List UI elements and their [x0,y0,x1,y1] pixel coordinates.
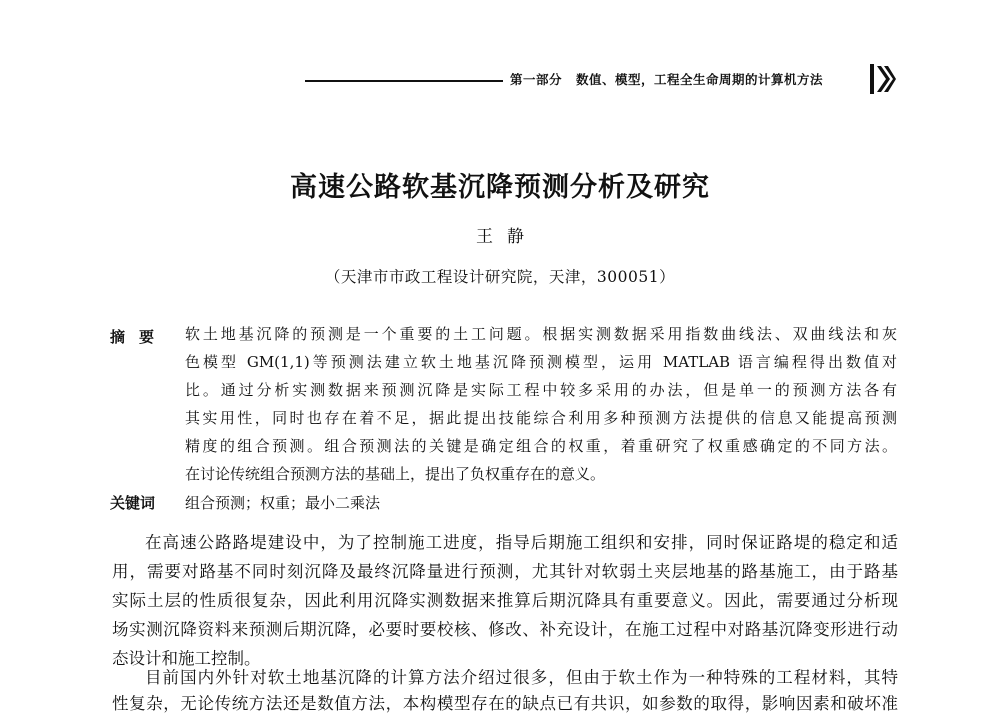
body-line: 在高速公路路堤建设中，为了控制施工进度，指导后期施工组织和安排，同时保证路堤的稳定和适 [145,533,898,552]
keywords-label: 关键词 [110,494,156,512]
abstract-line: 软土地基沉降的预测是一个重要的土工问题。根据实测数据采用指数曲线法、双曲线法和灰 [185,325,897,343]
header-part: 第一部分 [510,72,563,87]
author-affiliation: （天津市市政工程设计研究院，天津，300051） [324,268,676,286]
abstract-line: 精度的组合预测。组合预测法的关键是确定组合的权重，着重研究了权重感确定的不同方法。 [185,437,897,455]
body-line: 用，需要对路基不同时刻沉降及最终沉降量进行预测，尤其针对软弱土夹层地基的路基施工，由于路基 [112,562,898,581]
author-name: 王静 [476,227,538,247]
abstract-line: 其实用性，同时也存在着不足，据此提出技能综合利用多种预测方法提供的信息又能提高预测 [185,409,897,427]
abstract-line: 色模型 GM(1,1)等预测法建立软土地基沉降预测模型，运用 MATLAB 语言编程得出数值对 [185,353,897,371]
body-line: 性复杂，无论传统方法还是数值方法，本构模型存在的缺点已有共识，如参数的取得，影响因素和破坏准 [112,694,898,713]
body-line: 目前国内外针对软土地基沉降的计算方法介绍过很多，但由于软土作为一种特殊的工程材料，其特 [145,668,898,687]
header-topic: 数值、模型，工程全生命周期的计算机方法 [576,72,824,87]
abstract-line: 在讨论传统组合预测方法的基础上，提出了负权重存在的意义。 [185,465,606,483]
abstract-line: 比。通过分析实测数据来预测沉降是实际工程中较多采用的办法，但是单一的预测方法各有 [185,381,897,399]
abstract-label: 摘要 [110,328,169,346]
double-chevron-icon [870,64,896,94]
body-line: 实际土层的性质很复杂，因此利用沉降实测数据来推算后期沉降具有重要意义。因此，需要通过分析现 [112,591,898,610]
keywords-text: 组合预测；权重；最小二乘法 [185,494,381,512]
body-line: 态设计和施工控制。 [112,649,261,668]
header-rule [305,80,503,82]
paper-title: 高速公路软基沉降预测分析及研究 [290,172,710,203]
running-header [510,70,823,88]
body-line: 场实测沉降资料来预测后期沉降，必要时要校核、修改、补充设计，在施工过程中对路基沉降变形进行动 [112,620,898,639]
